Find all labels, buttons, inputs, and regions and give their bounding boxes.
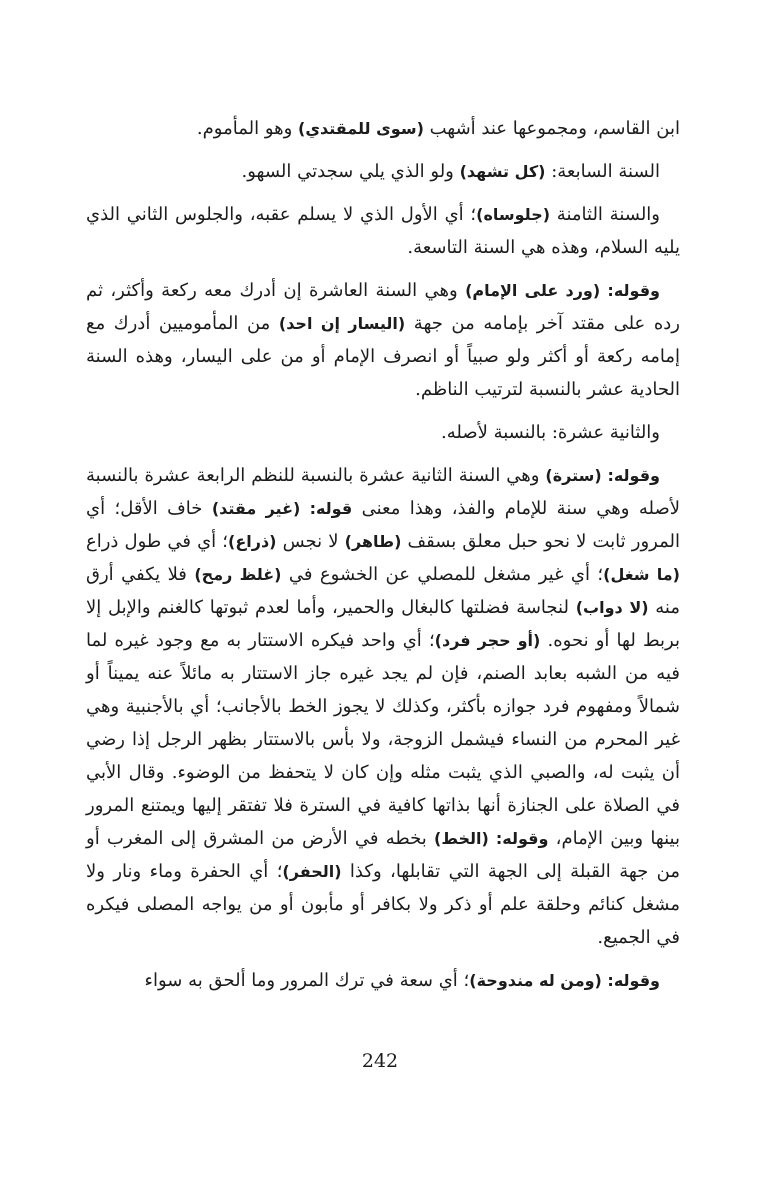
text-segment: بخطه في الأرض من المشرق إلى المغرب أو من جهة القبلة إلى الجهة التي تقابلها، وكذا	[86, 828, 680, 882]
bold-term: (الحفر)	[282, 862, 342, 881]
text-segment: فلا يكفي أرق منه	[86, 564, 681, 618]
bold-term: (ومن له مندوحة)	[469, 971, 602, 990]
bold-term: (لا دواب)	[575, 598, 649, 617]
page-number: 242	[361, 1050, 399, 1072]
bold-term: وقوله:	[488, 829, 549, 848]
paragraph	[86, 964, 680, 997]
bold-term: (سترة)	[545, 466, 602, 485]
paragraph	[86, 459, 680, 954]
text-segment: ؛ أي سعة في ترك المرور وما ألحق به سواء	[144, 970, 470, 991]
bold-term: (ورد على الإمام)	[465, 281, 601, 300]
text-segment: السنة السابعة:	[545, 161, 660, 182]
bold-term: وقوله:	[601, 466, 660, 485]
bold-term: (طاهر)	[344, 532, 402, 551]
text-segment: ؛ أي الحفرة وماء ونار ولا مشغل كنائم وحلقة علم أو ذكر ولا بكافر أو مأبون أو من يواجه المصلى فيكره في الجميع.	[86, 861, 680, 948]
bold-term: (اليسار إن احد)	[278, 314, 406, 333]
bold-term: (غير مقتد)	[211, 499, 301, 518]
text-segment: ؛ أي غير مشغل للمصلي عن الخشوع في	[281, 564, 604, 585]
text-segment: والسنة الثامنة	[550, 204, 660, 225]
bold-term: (ذراع)	[228, 532, 277, 551]
paragraph	[86, 416, 680, 449]
bold-term: قوله:	[300, 499, 353, 518]
paragraph	[86, 198, 680, 264]
text-segment: ؛ أي في طول ذراع	[86, 531, 228, 552]
bold-term: (ما شغل)	[603, 565, 680, 584]
bold-term: (غلظ رمح)	[194, 565, 282, 584]
text-segment: ولو الذي يلي سجدتي السهو.	[241, 161, 460, 182]
bold-term: (كل تشهد)	[459, 162, 546, 181]
text-segment: خاف الأقل؛ أي المرور ثابت لا نحو حبل معلق بسقف	[86, 498, 680, 552]
text-segment: من المأموميين أدرك مع إمامه ركعة أو أكثر ولو صبياً أو انصرف الإمام أو من على اليسار، وهذه السنة الحادية عشر بالنسبة لترتيب الناظم.	[86, 313, 680, 400]
text-segment: وهي السنة الثانية عشرة بالنسبة للنظم الرابعة عشرة بالنسبة لأصله وهي سنة للإمام والفذ، وهذا معنى	[86, 465, 680, 519]
text-segment: ابن القاسم، ومجموعها عند أشهب	[423, 118, 680, 139]
bold-term: وقوله:	[601, 971, 660, 990]
text-segment: لنجاسة فضلتها كالبغال والحمير، وأما لعدم ثبوتها كالغنم والإبل إلا بربط لها أو نحوه.	[86, 597, 680, 651]
paragraph	[86, 155, 680, 188]
text-segment: ؛ أي الأول الذي لا يسلم عقبه، والجلوس الثاني الذي يليه السلام، وهذه هي السنة التاسعة.	[86, 204, 680, 258]
text-segment: والثانية عشرة: بالنسبة لأصله.	[440, 422, 660, 443]
text-segment: لا نجس	[276, 531, 345, 552]
paragraph	[86, 274, 680, 406]
body-text	[86, 112, 680, 1007]
bold-term: وقوله:	[600, 281, 660, 300]
bold-term: (جلوساه)	[476, 205, 551, 224]
text-segment: وهو المأموم.	[196, 118, 299, 139]
paragraph	[86, 112, 680, 145]
bold-term: (أو حجر فرد)	[434, 631, 541, 650]
text-segment: ؛ أي واحد فيكره الاستتار به مع وجود غيره لما فيه من الشبه بعابد الصنم، فإن لم يجد غيره جاز الاستتار به مائلاً عنه يميناً أو شمالاً ومفهوم فرد جوازه بأكثر، وكذلك لا يجوز الخط بالأجانب؛ أي بالأجنبية وهي غير المحرم من النساء فيشمل الزوجة، ولا بأس بالاستتار بظهر الرجل إذا رضي أن يثبت له، والصبي الذي يثبت مثله وإن كان لا يتحفظ من الوضوء. وقال الأبي في الصلاة على الجنازة أنها بذاتها كافية في السترة فلا تفتقر إليها ويمتنع المرور بينها وبين الإمام،	[86, 630, 680, 849]
text-segment: وهي السنة العاشرة إن أدرك معه ركعة وأكثر، ثم رده على مقتد آخر بإمامه من جهة	[86, 280, 680, 334]
bold-term: (سوى للمقتدي)	[298, 119, 424, 138]
bold-term: (الخط)	[434, 829, 489, 848]
